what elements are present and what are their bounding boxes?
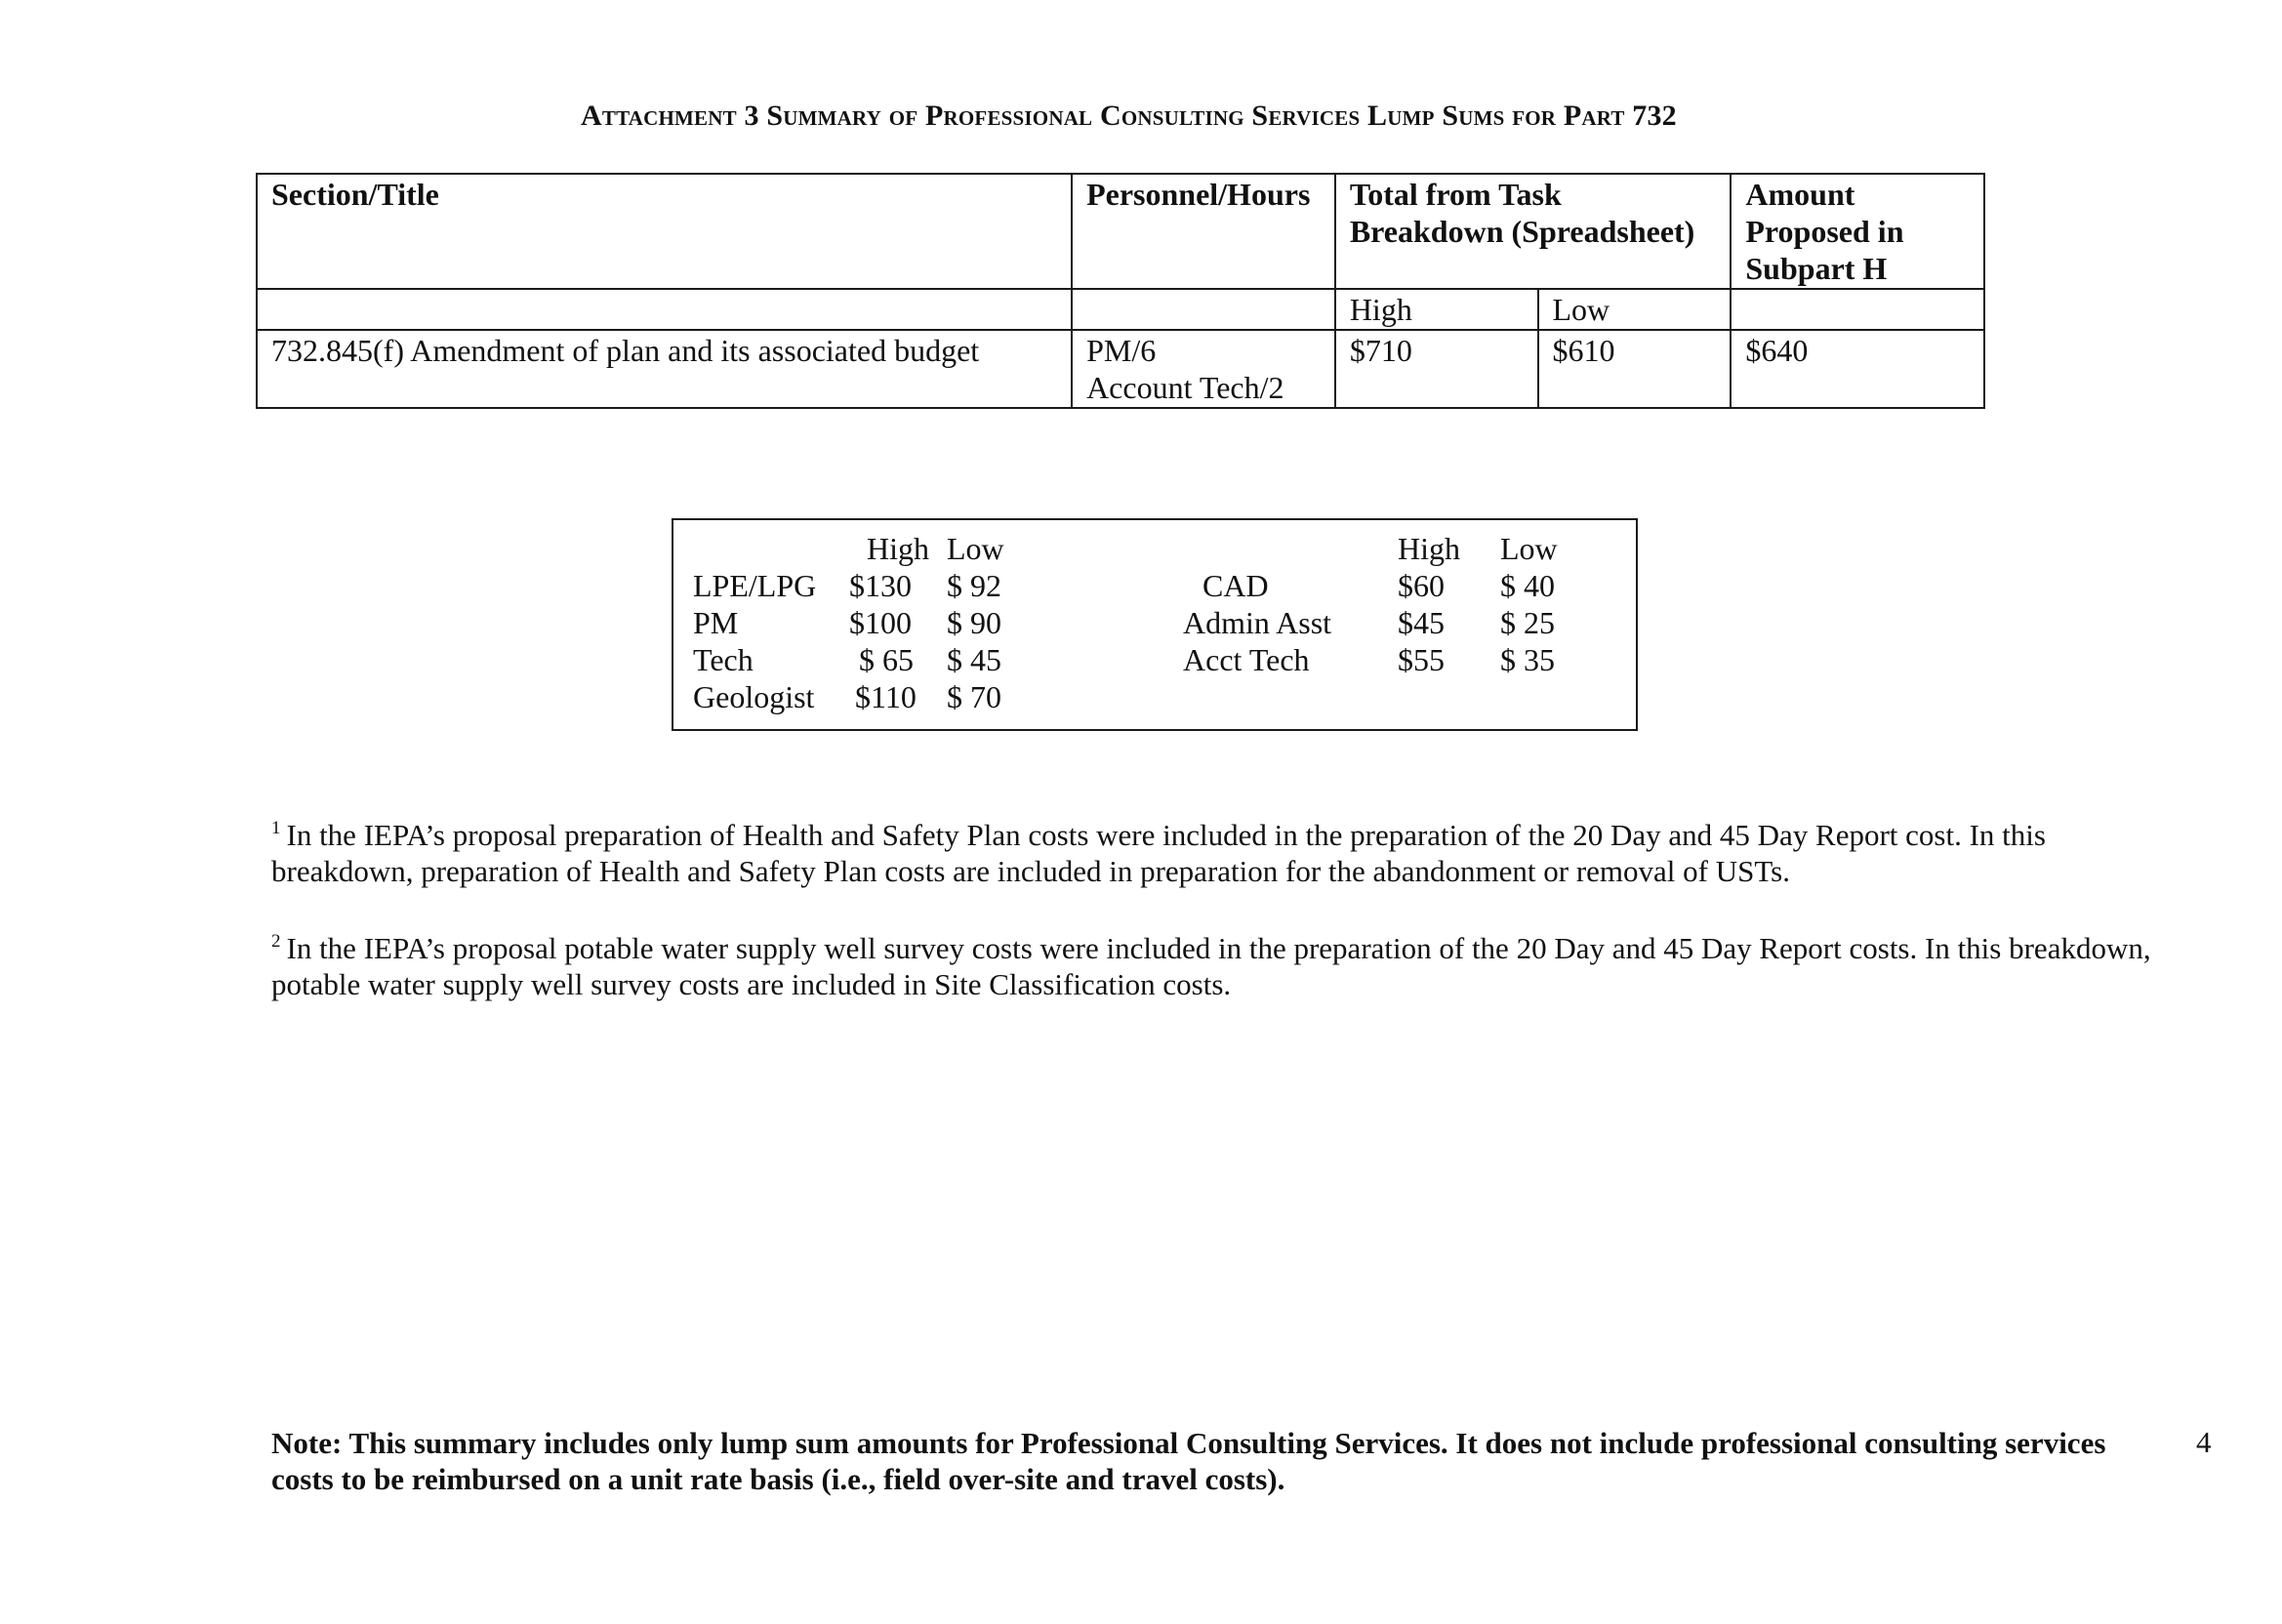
- footnote-text: In the IEPA’s proposal preparation of Health and Safety Plan costs were included in the preparation of the 20 Day and 45 Day Report cost. In this breakdown, preparation of Health and Safety Plan costs are included in preparation for the abandonment or removal of USTs.: [271, 818, 2046, 888]
- rate-table-right: [1183, 530, 1578, 678]
- rate-header-high: High: [1398, 531, 1460, 566]
- subheader-low: Low: [1538, 289, 1732, 330]
- personnel-line: PM/6: [1086, 333, 1157, 368]
- rate-header-low: Low: [1500, 531, 1558, 566]
- footnote-1: [271, 810, 2184, 889]
- personnel-line: Account Tech/2: [1086, 370, 1284, 405]
- rate-low: $ 90: [947, 605, 1001, 640]
- table-subheader-row: [257, 289, 1984, 330]
- page-number: 4: [2196, 1425, 2212, 1459]
- rate-row: [1183, 641, 1578, 678]
- rate-low: $ 45: [947, 642, 1001, 677]
- footnote-text: In the IEPA’s proposal potable water supply well survey costs were included in the preparation of the 20 Day and 45 Day Report costs. In this breakdown, potable water supply well survey costs are included in Site Classification costs.: [271, 931, 2151, 1001]
- rate-role: Tech: [693, 642, 754, 677]
- footnote-2: [271, 923, 2184, 1002]
- subheader-high: High: [1335, 289, 1538, 330]
- rate-low: $ 25: [1500, 605, 1555, 640]
- header-amount-proposed: Amount Proposed in Subpart H: [1731, 174, 1984, 289]
- hourly-rate-box: [672, 518, 1638, 731]
- footnote-number: 1: [271, 818, 281, 838]
- table-header-row: [257, 174, 1984, 289]
- rate-role: PM: [693, 605, 739, 640]
- rate-low: $ 40: [1500, 568, 1555, 603]
- rate-high: $60: [1398, 568, 1445, 603]
- subheader-empty-cell: [1731, 289, 1984, 330]
- row-section-title: 732.845(f) Amendment of plan and its associated budget: [257, 330, 1072, 408]
- rate-role: Geologist: [693, 679, 815, 714]
- rate-row: [693, 604, 1025, 641]
- rate-header-low: Low: [947, 531, 1004, 566]
- subheader-empty-cell: [257, 289, 1072, 330]
- rate-high: $55: [1398, 642, 1445, 677]
- rate-high: $110: [855, 679, 917, 714]
- table-row: [257, 330, 1984, 408]
- subheader-empty-cell: [1072, 289, 1335, 330]
- rate-low: $ 92: [947, 568, 1001, 603]
- rate-header-high: High: [867, 531, 929, 566]
- rate-role: CAD: [1202, 568, 1269, 603]
- lump-sum-table: [256, 173, 1985, 409]
- rate-high: $45: [1398, 605, 1445, 640]
- rate-high: $100: [849, 605, 912, 640]
- rate-role: Acct Tech: [1183, 642, 1310, 677]
- row-amount-proposed: $640: [1731, 330, 1984, 408]
- header-personnel-hours: Personnel/Hours: [1072, 174, 1335, 289]
- rate-role: LPE/LPG: [693, 568, 817, 603]
- summary-note: Note: This summary includes only lump sum amounts for Professional Consulting Services. It does not include professional consulting services costs to be reimbursed on a unit rate basis (i.e., field over-site and travel costs).: [271, 1426, 2106, 1496]
- row-personnel-hours: [1072, 330, 1335, 408]
- rate-row: [1183, 567, 1578, 604]
- row-high-value: $710: [1335, 330, 1538, 408]
- rate-row: [693, 678, 1025, 715]
- rate-header-spacer: [1183, 530, 1398, 567]
- document-title: Attachment 3 Summary of Professional Consulting Services Lump Sums for Part 732: [581, 100, 1677, 132]
- header-total-task-breakdown: Total from Task Breakdown (Spreadsheet): [1335, 174, 1732, 289]
- rate-table-left: [693, 530, 1025, 715]
- rate-high: $130: [849, 568, 912, 603]
- rate-row: [1183, 604, 1578, 641]
- rate-row: [693, 641, 1025, 678]
- rate-header-spacer: [693, 530, 849, 567]
- row-low-value: $610: [1538, 330, 1732, 408]
- rate-low: $ 70: [947, 679, 1001, 714]
- footnote-number: 2: [271, 931, 281, 952]
- rate-row: [693, 567, 1025, 604]
- rate-role: Admin Asst: [1183, 605, 1332, 640]
- rate-high: $ 65: [859, 642, 914, 677]
- header-section-title: Section/Title: [257, 174, 1072, 289]
- rate-low: $ 35: [1500, 642, 1555, 677]
